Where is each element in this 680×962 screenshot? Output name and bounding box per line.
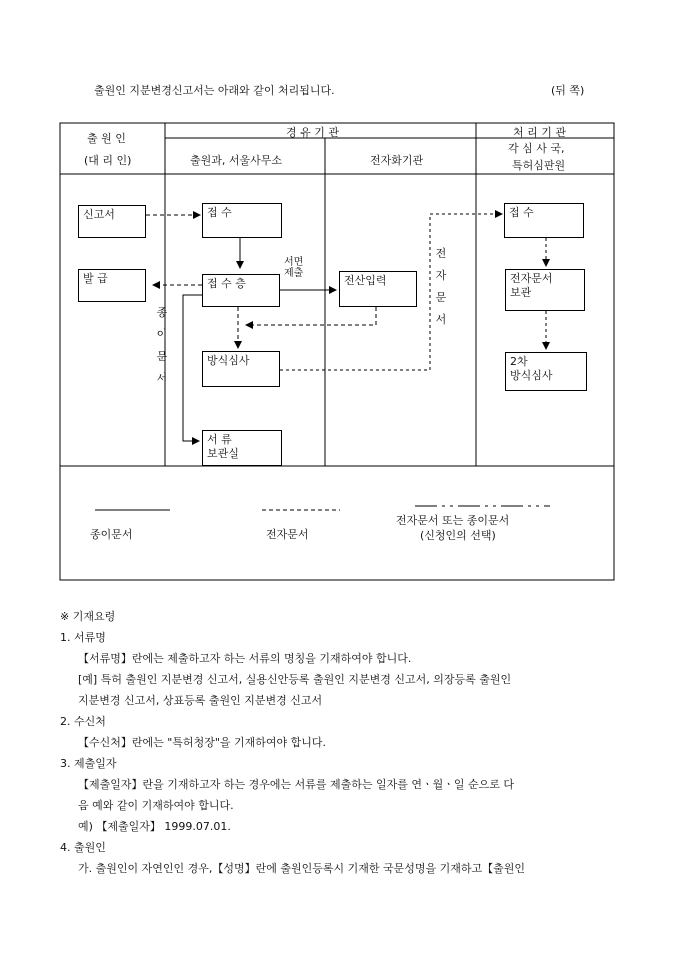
guide-line: 음 예와 같이 기재하여야 합니다.: [78, 799, 234, 812]
legend-either: 전자문서 또는 종이문서: [396, 514, 510, 527]
header-proc-sub1: 각 심 사 국,: [508, 142, 565, 155]
guide-line: 가. 출원인이 자연인인 경우,【성명】란에 출원인등록시 기재한 국문성명을 기재하고【출원인: [78, 862, 526, 875]
box-e-doc-storage: 전자문서 보관: [505, 269, 585, 311]
legend-either-note: (신청인의 선택): [420, 529, 496, 542]
legend-electronic: 전자문서: [266, 528, 309, 541]
box-doc-storage: 서 류 보관실: [202, 430, 282, 466]
guide-line: 4. 출원인: [60, 841, 106, 854]
guide-line: 예) 【제출일자】 1999.07.01.: [78, 820, 231, 833]
writing-guide: [60, 606, 630, 879]
guide-line: 지분변경 신고서, 상표등록 출원인 지분변경 신고서: [78, 694, 323, 707]
guide-line: 【서류명】란에는 제출하고자 하는 서류의 명칭을 기재하여야 합니다.: [78, 652, 412, 665]
box-issue: 발 급: [78, 269, 146, 302]
guide-line: 1. 서류명: [60, 631, 106, 644]
box-e-input: 전산입력: [339, 271, 417, 307]
guide-line: 2. 수신처: [60, 715, 106, 728]
intro-text: 출원인 지분변경신고서는 아래와 같이 처리됩니다.: [94, 84, 335, 97]
header-proc-sub2: 특허심판원: [512, 159, 566, 172]
box-receipt-layer: 접 수 층: [202, 274, 280, 307]
box-receipt-1: 접 수: [202, 203, 282, 238]
box-receipt-2: 접 수: [504, 203, 584, 238]
header-via-agency: 경 유 기 관: [286, 126, 339, 139]
header-via-sub1: 출원과, 서울사무소: [190, 154, 283, 167]
header-processing-agency: 처 리 기 관: [513, 126, 566, 139]
guide-header: ※ 기재요령: [60, 610, 116, 623]
legend-paper: 종이문서: [90, 528, 133, 541]
label-paper-doc-vertical: 종 이 문 서: [156, 306, 168, 385]
side-note: (뒤 쪽): [551, 84, 585, 97]
guide-line: 3. 제출일자: [60, 757, 117, 770]
box-report: 신고서: [78, 205, 146, 238]
label-written-submission: 서면 제출: [284, 257, 304, 279]
header-via-sub2: 전자화기관: [370, 154, 424, 167]
guide-line: [예] 특허 출원인 지분변경 신고서, 실용신안등록 출원인 지분변경 신고서, 의장등록 출원인: [78, 673, 512, 686]
box-form-review: 방식심사: [202, 351, 280, 387]
label-e-doc-vertical: 전 자 문 서: [435, 247, 447, 326]
header-applicant: 출 원 인: [87, 132, 126, 145]
guide-line: 【제출일자】란을 기재하고자 하는 경우에는 서류를 제출하는 일자를 연ㆍ월ㆍ일 순으로 다: [78, 778, 515, 791]
guide-line: 【수신처】란에는 "특허청장"을 기재하여야 합니다.: [78, 736, 326, 749]
box-second-review: 2차 방식심사: [505, 352, 587, 391]
header-agent: (대 리 인): [84, 154, 132, 167]
